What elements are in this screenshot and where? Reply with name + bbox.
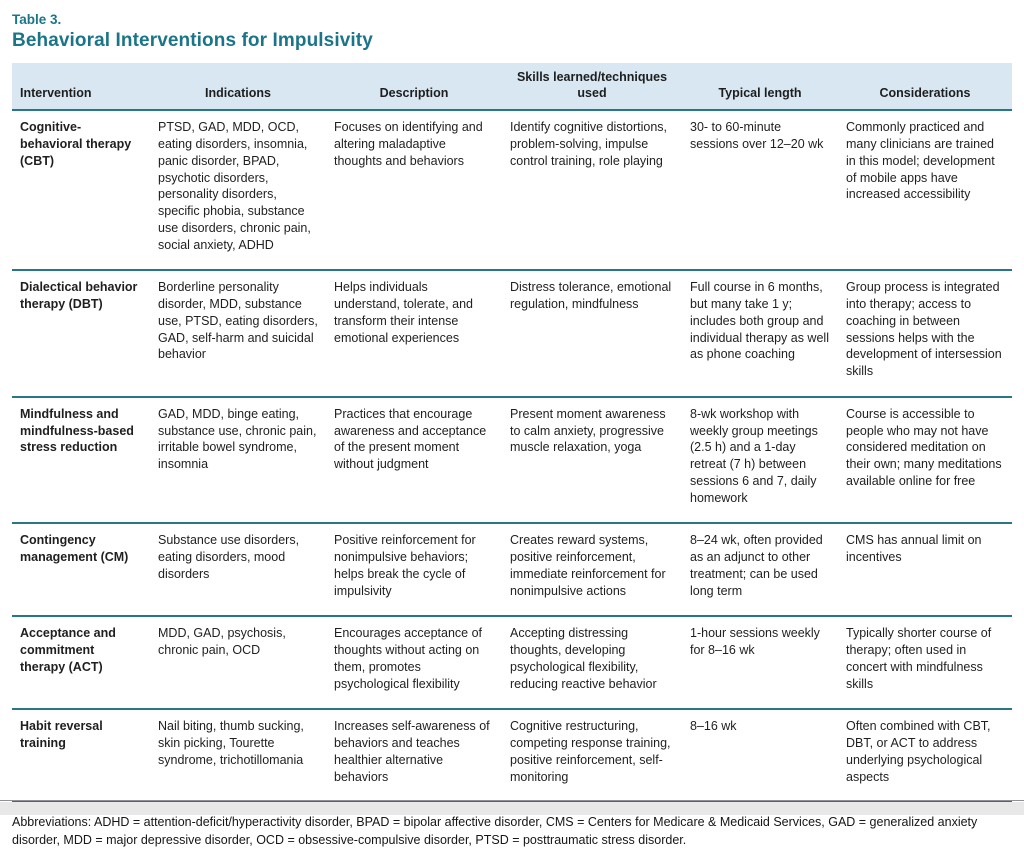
column-header-intervention: Intervention xyxy=(12,63,150,110)
cell-considerations: Typically shorter course of therapy; often used in concert with mindfulness skills xyxy=(838,616,1012,709)
cell-skills: Cognitive restructuring, competing response training, positive reinforcement, self-monitoring xyxy=(502,709,682,802)
cell-considerations: Group process is integrated into therapy; access to coaching in between sessions helps with the development of intersession skills xyxy=(838,270,1012,397)
cell-intervention: Cognitive-behavioral therapy (CBT) xyxy=(12,110,150,270)
cell-skills: Identify cognitive distortions, problem-solving, impulse control training, role playing xyxy=(502,110,682,270)
table-row xyxy=(12,270,1012,397)
cell-indications: GAD, MDD, binge eating, substance use, chronic pain, irritable bowel syndrome, insomnia xyxy=(150,397,326,524)
table-body xyxy=(12,110,1012,802)
cell-considerations: Course is accessible to people who may not have considered meditation on their own; many meditations available online for free xyxy=(838,397,1012,524)
cell-indications: PTSD, GAD, MDD, OCD, eating disorders, insomnia, panic disorder, BPAD, psychotic disorders, personality disorders, specific phobia, substance use disorders, chronic pain, social anxiety, ADHD xyxy=(150,110,326,270)
cell-indications: Borderline personality disorder, MDD, substance use, PTSD, eating disorders, GAD, self-harm and suicidal behavior xyxy=(150,270,326,397)
table-row xyxy=(12,110,1012,270)
cell-typical-length: 30- to 60-minute sessions over 12–20 wk xyxy=(682,110,838,270)
cell-description: Increases self-awareness of behaviors and teaches healthier alternative behaviors xyxy=(326,709,502,802)
page-bottom-band xyxy=(0,802,1024,815)
header-row xyxy=(12,63,1012,110)
table-row xyxy=(12,523,1012,616)
interventions-table xyxy=(12,63,1012,803)
cell-intervention: Acceptance and commitment therapy (ACT) xyxy=(12,616,150,709)
cell-description: Practices that encourage awareness and acceptance of the present moment without judgment xyxy=(326,397,502,524)
cell-skills: Accepting distressing thoughts, developing psychological flexibility, reducing reactive behavior xyxy=(502,616,682,709)
table-row xyxy=(12,709,1012,802)
cell-intervention: Habit reversal training xyxy=(12,709,150,802)
cell-description: Focuses on identifying and altering maladaptive thoughts and behaviors xyxy=(326,110,502,270)
cell-intervention: Contingency management (CM) xyxy=(12,523,150,616)
cell-considerations: Commonly practiced and many clinicians are trained in this model; development of mobile apps have increased accessibility xyxy=(838,110,1012,270)
cell-indications: Substance use disorders, eating disorders, mood disorders xyxy=(150,523,326,616)
cell-typical-length: 8-wk workshop with weekly group meetings (2.5 h) and a 1-day retreat (7 h) between sessions 6 and 7, daily homework xyxy=(682,397,838,524)
column-header-indications: Indications xyxy=(150,63,326,110)
cell-intervention: Mindfulness and mindfulness-based stress reduction xyxy=(12,397,150,524)
table-row xyxy=(12,397,1012,524)
abbreviations-note: Abbreviations: ADHD = attention-deficit/hyperactivity disorder, BPAD = bipolar affective disorder, CMS = Centers for Medicare & Medicaid Services, GAD = generalized anxiety disorder, MDD = major depressive disorder, OCD = obsessive-compulsive disorder, PTSD = posttraumatic stress disorder. xyxy=(12,815,978,847)
table-row xyxy=(12,616,1012,709)
column-header-typical-length: Typical length xyxy=(682,63,838,110)
footer-divider xyxy=(0,800,1024,801)
cell-indications: Nail biting, thumb sucking, skin picking, Tourette syndrome, trichotillomania xyxy=(150,709,326,802)
cell-considerations: Often combined with CBT, DBT, or ACT to address underlying psychological aspects xyxy=(838,709,1012,802)
cell-intervention: Dialectical behavior therapy (DBT) xyxy=(12,270,150,397)
column-header-skills: Skills learned/techniques used xyxy=(502,63,682,110)
cell-typical-length: 8–24 wk, often provided as an adjunct to other treatment; can be used long term xyxy=(682,523,838,616)
cell-skills: Creates reward systems, positive reinforcement, immediate reinforcement for nonimpulsive actions xyxy=(502,523,682,616)
cell-typical-length: 1-hour sessions weekly for 8–16 wk xyxy=(682,616,838,709)
table-label: Table 3. xyxy=(12,12,62,27)
column-header-considerations: Considerations xyxy=(838,63,1012,110)
cell-description: Helps individuals understand, tolerate, and transform their intense emotional experiences xyxy=(326,270,502,397)
cell-indications: MDD, GAD, psychosis, chronic pain, OCD xyxy=(150,616,326,709)
cell-skills: Distress tolerance, emotional regulation, mindfulness xyxy=(502,270,682,397)
cell-description: Encourages acceptance of thoughts without acting on them, promotes psychological flexibility xyxy=(326,616,502,709)
page-title: Behavioral Interventions for Impulsivity xyxy=(12,30,373,51)
cell-typical-length: 8–16 wk xyxy=(682,709,838,802)
cell-considerations: CMS has annual limit on incentives xyxy=(838,523,1012,616)
cell-skills: Present moment awareness to calm anxiety, progressive muscle relaxation, yoga xyxy=(502,397,682,524)
cell-typical-length: Full course in 6 months, but many take 1 y; includes both group and individual therapy as well as phone coaching xyxy=(682,270,838,397)
column-header-description: Description xyxy=(326,63,502,110)
cell-description: Positive reinforcement for nonimpulsive behaviors; helps break the cycle of impulsivity xyxy=(326,523,502,616)
